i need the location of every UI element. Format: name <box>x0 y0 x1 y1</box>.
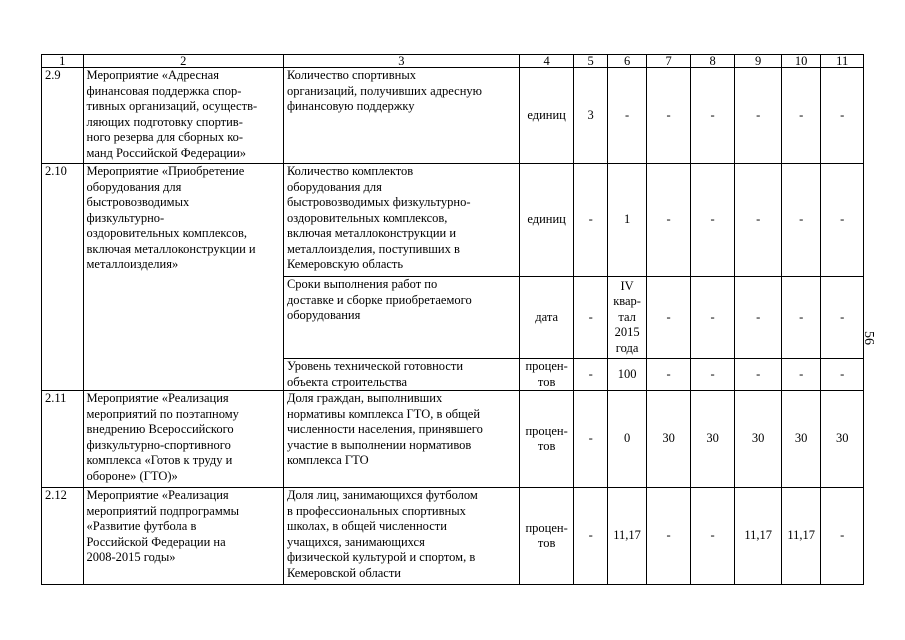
value-cell: - <box>690 488 735 585</box>
indicator-line: Доля лиц, занимающихся футболом <box>286 488 478 502</box>
event-line: тивных организаций, осуществ- <box>86 99 258 113</box>
value-cell <box>607 277 646 359</box>
indicator-line: Количество спортивных <box>286 68 416 82</box>
unit-cell <box>519 391 574 488</box>
value-cell: 30 <box>735 391 782 488</box>
value-cell: - <box>690 359 735 391</box>
value-cell: - <box>821 68 864 164</box>
value-cell: - <box>781 68 820 164</box>
value-cell: - <box>821 488 864 585</box>
indicator-description <box>283 277 519 359</box>
event-line: Мероприятие «Реализация <box>86 488 229 502</box>
event-line: ного резерва для сборных ко- <box>86 130 244 144</box>
indicator-description <box>283 68 519 164</box>
table-row <box>42 164 864 277</box>
value-cell: 30 <box>781 391 820 488</box>
unit-line: процен- <box>525 520 568 535</box>
unit-cell: дата <box>519 277 574 359</box>
header-cell: 11 <box>821 55 864 68</box>
indicator-line: Кемеровскую область <box>286 257 404 271</box>
page-number: 56 <box>861 331 876 345</box>
value-cell: - <box>647 359 691 391</box>
header-cell: 3 <box>283 55 519 68</box>
indicator-line: оборудования <box>286 308 361 322</box>
value-line: IV <box>620 278 634 293</box>
indicator-line: учащихся, занимающихся <box>286 534 425 549</box>
event-line: Мероприятие «Приобретение <box>86 164 245 178</box>
indicator-line: оздоровительных комплексов, <box>286 210 448 225</box>
row-number: 2.10 <box>42 164 84 391</box>
row-number: 2.9 <box>42 68 84 164</box>
header-cell: 2 <box>83 55 283 68</box>
unit-line: тов <box>537 439 556 453</box>
table-row <box>42 488 864 585</box>
event-line: мероприятий по поэтапному <box>86 406 239 421</box>
indicator-line: Доля граждан, выполнивших <box>286 391 443 405</box>
indicator-line: Уровень технической готовности <box>286 359 464 373</box>
value-cell: - <box>647 164 691 277</box>
indicator-line: металлоизделия, поступивших в <box>286 241 460 256</box>
unit-line: тов <box>537 536 556 550</box>
value-line: тал <box>618 309 636 324</box>
value-cell: - <box>574 359 607 391</box>
value-cell: 11,17 <box>607 488 646 585</box>
indicator-line: быстровозводимых физкультурно- <box>286 195 471 209</box>
value-cell: 1 <box>607 164 646 277</box>
event-line: быстровозводимых <box>86 195 190 209</box>
value-line: 2015 <box>614 325 640 340</box>
indicator-line: нормативы комплекса ГТО, в общей <box>286 406 481 421</box>
indicator-description <box>283 391 519 488</box>
indicator-line: оборудования для <box>286 179 382 194</box>
header-cell: 1 <box>42 55 84 68</box>
event-description <box>83 391 283 488</box>
header-cell: 5 <box>574 55 607 68</box>
value-cell: - <box>735 277 782 359</box>
event-line: внедрению Всероссийского <box>86 422 234 436</box>
table-row <box>42 68 864 164</box>
event-line: 2008-2015 годы» <box>86 550 176 564</box>
value-cell: - <box>821 277 864 359</box>
header-cell: 4 <box>519 55 574 68</box>
value-cell: - <box>690 164 735 277</box>
indicator-line: в профессиональных спортивных <box>286 503 466 518</box>
indicator-line: комплекса ГТО <box>286 453 369 467</box>
value-cell: 100 <box>607 359 646 391</box>
indicator-line: доставке и сборке приобретаемого <box>286 292 472 307</box>
value-cell: - <box>821 164 864 277</box>
value-cell: 30 <box>647 391 691 488</box>
value-cell: 11,17 <box>781 488 820 585</box>
header-cell: 10 <box>781 55 820 68</box>
unit-line: процен- <box>525 359 568 373</box>
event-line: включая металлоконструкции и <box>86 241 256 256</box>
unit-cell: единиц <box>519 68 574 164</box>
event-line: комплекса «Готов к труду и <box>86 453 233 467</box>
indicator-line: участие в выполнении нормативов <box>286 437 472 452</box>
value-cell: - <box>647 488 691 585</box>
event-line: оборудования для <box>86 179 182 194</box>
event-line: ляющих подготовку спортив- <box>86 114 243 129</box>
value-line: года <box>615 340 639 355</box>
indicator-line: численности населения, принявшего <box>286 422 483 436</box>
indicator-description <box>283 359 519 391</box>
indicator-description <box>283 164 519 277</box>
value-cell: - <box>574 391 607 488</box>
value-cell: 30 <box>690 391 735 488</box>
indicator-line: школах, в общей численности <box>286 519 447 533</box>
value-cell: - <box>781 164 820 277</box>
value-cell: - <box>647 277 691 359</box>
indicator-line: финансовую поддержку <box>286 99 415 113</box>
header-cell: 8 <box>690 55 735 68</box>
event-line: манд Российской Федерации» <box>86 145 247 160</box>
value-cell: - <box>647 68 691 164</box>
header-cell: 7 <box>647 55 691 68</box>
indicator-line: физической культурой и спортом, в <box>286 550 476 564</box>
event-line: Мероприятие «Реализация <box>86 391 229 405</box>
event-line: физкультурно-спортивного <box>86 437 231 452</box>
value-cell: 11,17 <box>735 488 782 585</box>
event-description <box>83 488 283 585</box>
header-cell: 9 <box>735 55 782 68</box>
unit-cell <box>519 488 574 585</box>
value-cell: - <box>574 164 607 277</box>
indicator-line: организаций, получивших адресную <box>286 83 482 98</box>
unit-line: тов <box>537 374 556 389</box>
value-cell: - <box>821 359 864 391</box>
unit-cell <box>519 359 574 391</box>
value-cell: - <box>735 164 782 277</box>
table-row <box>42 391 864 488</box>
indicator-line: Сроки выполнения работ по <box>286 277 438 291</box>
indicator-table <box>41 54 864 585</box>
value-cell: - <box>735 68 782 164</box>
value-cell: - <box>735 359 782 391</box>
value-cell: - <box>781 277 820 359</box>
unit-cell: единиц <box>519 164 574 277</box>
value-cell: - <box>781 359 820 391</box>
row-number: 2.12 <box>42 488 84 585</box>
value-cell: - <box>607 68 646 164</box>
event-line: Российской Федерации на <box>86 534 226 549</box>
value-cell: - <box>690 68 735 164</box>
value-cell: 3 <box>574 68 607 164</box>
event-description <box>83 68 283 164</box>
event-line: физкультурно- <box>86 210 165 225</box>
event-line: обороне» (ГТО)» <box>86 468 178 483</box>
indicator-line: включая металлоконструкции и <box>286 226 457 240</box>
event-line: мероприятий подпрограммы <box>86 503 240 518</box>
event-description <box>83 164 283 391</box>
indicator-description <box>283 488 519 585</box>
value-cell: - <box>574 277 607 359</box>
value-cell: 30 <box>821 391 864 488</box>
unit-line: процен- <box>525 423 568 438</box>
indicator-line: Кемеровской области <box>286 565 401 580</box>
event-line: металлоизделия» <box>86 257 179 271</box>
value-cell: - <box>690 277 735 359</box>
event-line: Мероприятие «Адресная <box>86 68 219 82</box>
indicator-line: объекта строительства <box>286 374 408 389</box>
header-row <box>42 55 864 68</box>
event-line: финансовая поддержка спор- <box>86 83 242 98</box>
value-cell: 0 <box>607 391 646 488</box>
event-line: оздоровительных комплексов, <box>86 226 247 240</box>
value-line: квар- <box>613 294 641 309</box>
indicator-line: Количество комплектов <box>286 164 414 178</box>
row-number: 2.11 <box>42 391 84 488</box>
value-cell: - <box>574 488 607 585</box>
event-line: «Развитие футбола в <box>86 519 197 533</box>
header-cell: 6 <box>607 55 646 68</box>
